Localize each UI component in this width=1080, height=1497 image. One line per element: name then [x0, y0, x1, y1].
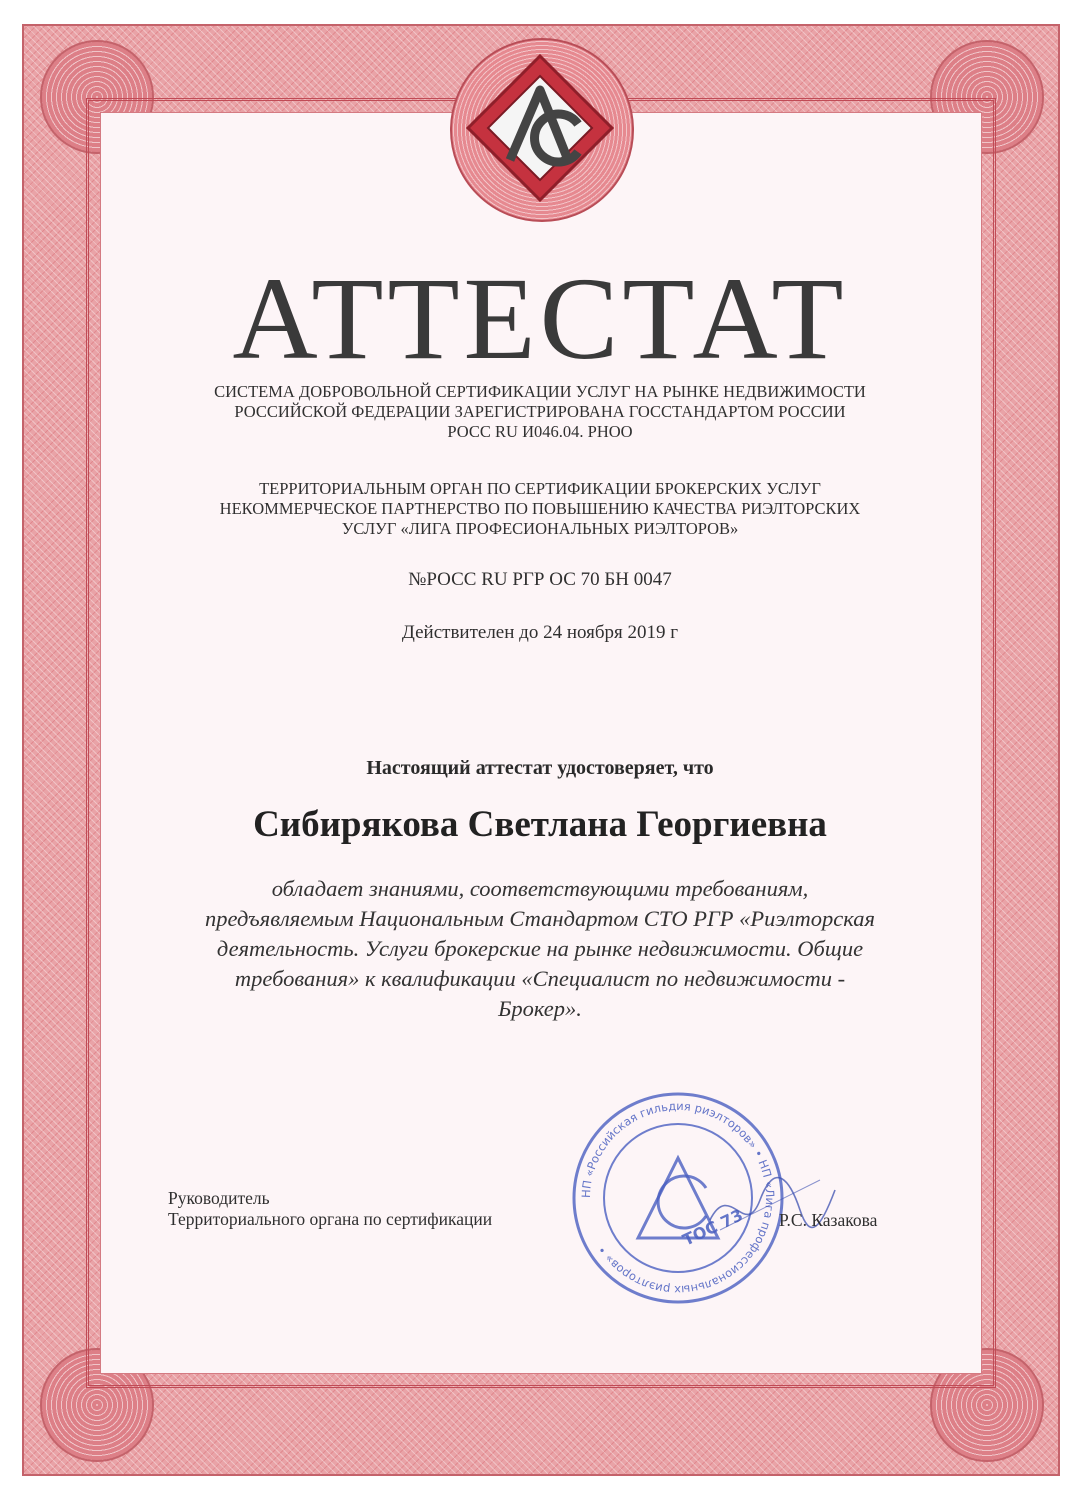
description-line: требования» к квалификации «Специалист по недвижимости -	[234, 966, 846, 991]
system-line: РОССИЙСКОЙ ФЕДЕРАЦИИ ЗАРЕГИСТРИРОВАНА ГОССТАНДАРТОМ РОССИИ	[234, 402, 846, 421]
description-line: деятельность. Услуги брокерские на рынке недвижимости. Общие	[216, 936, 864, 961]
stamp-center-text: ТОС 73	[679, 1205, 746, 1250]
certification-system-text	[0, 382, 1080, 442]
organ-line: НЕКОММЕРЧЕСКОЕ ПАРТНЕРСТВО ПО ПОВЫШЕНИЮ КАЧЕСТВА РИЭЛТОРСКИХ	[219, 499, 861, 518]
description-line: предъявляемым Национальным Стандартом СТО РГР «Риэлторская	[205, 906, 875, 931]
logo-icon	[440, 28, 640, 228]
registration-number: №РОСС RU РГР ОС 70 БН 0047	[408, 569, 672, 590]
system-line: РОСС RU И046.04. РНОО	[447, 422, 633, 441]
holder-name: Сибирякова Светлана Георгиевна	[253, 804, 827, 845]
description-line: обладает знаниями, соответствующими требованиям,	[271, 876, 809, 901]
signer-position-line: Территориального органа по сертификации	[168, 1209, 493, 1229]
signer-name: Р.С. Казакова	[779, 1210, 878, 1230]
signature	[700, 1160, 840, 1250]
system-line: СИСТЕМА ДОБРОВОЛЬНОЙ СЕРТИФИКАЦИИ УСЛУГ НА РЫНКЕ НЕДВИЖИМОСТИ	[214, 382, 866, 401]
certification-organ-text	[0, 479, 1080, 539]
certifies-statement: Настоящий аттестат удостоверяет, что	[366, 757, 714, 779]
description-line: Брокер».	[498, 996, 582, 1021]
signer-position	[168, 1188, 492, 1230]
organ-line: ТЕРРИТОРИАЛЬНЫМ ОРГАН ПО СЕРТИФИКАЦИИ БРОКЕРСКИХ УСЛУГ	[259, 479, 821, 498]
emblem	[440, 28, 640, 228]
signer-position-line: Руководитель	[168, 1188, 270, 1208]
validity-date: Действителен до 24 ноября 2019 г	[401, 622, 679, 643]
stamp-outer-text: НП «Российская гильдия риэлторов» • НП «Лига профессиональных риэлторов» •	[578, 1098, 778, 1298]
qualification-description	[180, 874, 900, 1024]
certificate-title: АТТЕСТАТ	[232, 253, 848, 384]
organ-line: УСЛУГ «ЛИГА ПРОФЕСИОНАЛЬНЫХ РИЭЛТОРОВ»	[341, 519, 739, 538]
